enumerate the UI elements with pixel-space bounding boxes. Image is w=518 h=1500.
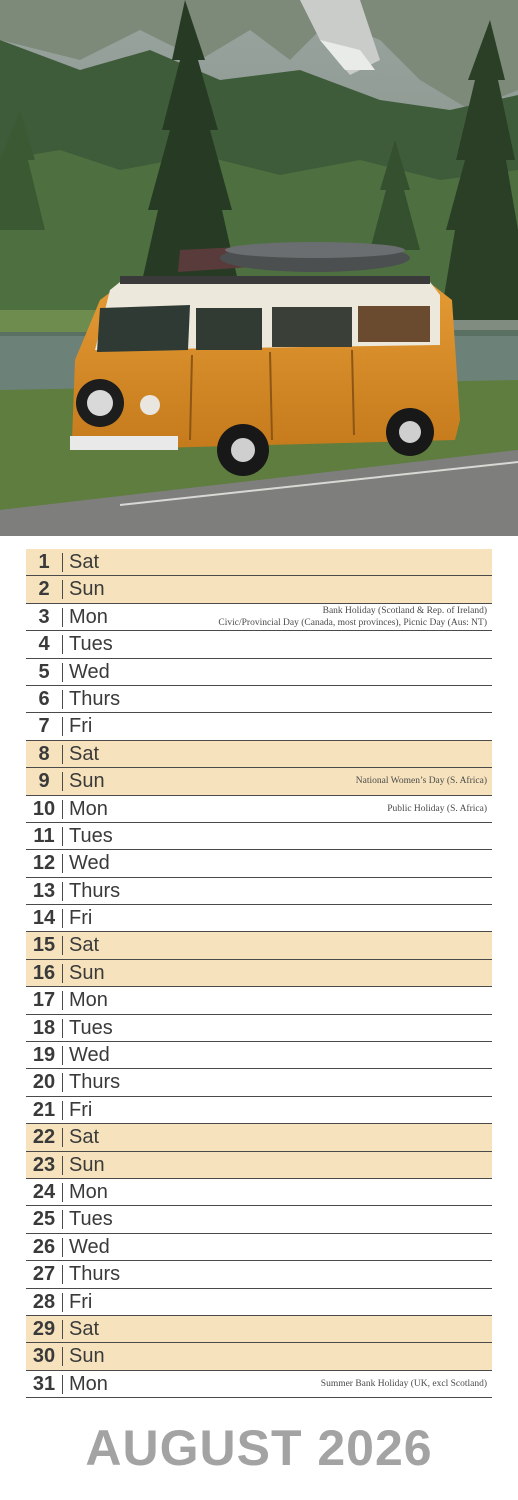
day-number: 17 [32,989,56,1012]
weekday-label: Sun [69,770,105,793]
day-row [26,1152,492,1179]
column-divider [62,827,63,846]
day-number: 29 [32,1317,56,1340]
column-divider [62,936,63,955]
day-number: 10 [32,797,56,820]
day-number: 27 [32,1263,56,1286]
day-row [26,741,492,768]
day-number: 28 [32,1290,56,1313]
weekday-label: Tues [69,633,113,656]
day-row [26,1015,492,1042]
weekday-label: Mon [69,605,108,628]
weekday-label: Fri [69,715,93,738]
day-row [26,960,492,987]
column-divider [62,1156,63,1175]
weekday-label: Thurs [69,1071,121,1094]
weekday-label: Sun [69,961,105,984]
column-divider [62,553,63,572]
weekday-label: Sun [69,578,105,601]
day-row [26,987,492,1014]
column-divider [62,635,63,654]
day-number: 1 [38,551,50,573]
weekday-label: Thurs [69,879,121,902]
weekday-label: Fri [69,1098,93,1121]
weekday-label: Wed [69,1235,110,1258]
day-row [26,1179,492,1206]
holiday-note: Bank Holiday (Scotland & Rep. of Ireland) [322,605,487,616]
column-divider [62,1375,63,1394]
day-number: 6 [38,687,50,710]
holiday-note: National Women’s Day (S. Africa) [355,776,487,787]
header-photo [0,0,518,536]
column-divider [62,1019,63,1038]
camper-van-photo [0,0,518,536]
day-number: 16 [32,961,56,984]
day-row [26,631,492,658]
day-number: 11 [33,824,55,847]
day-row [26,932,492,959]
column-divider [62,1046,63,1065]
column-divider [62,1128,63,1147]
weekday-label: Mon [69,1180,108,1203]
day-number: 30 [32,1345,56,1368]
column-divider [62,882,63,901]
day-row [26,823,492,850]
day-number: 24 [32,1180,56,1203]
day-row [26,1097,492,1124]
holiday-note: Public Holiday (S. Africa) [387,803,487,814]
day-number: 4 [38,633,50,656]
day-row [26,1069,492,1096]
calendar-grid [26,549,492,1398]
day-row [26,1371,492,1398]
column-divider [62,1265,63,1284]
day-row [26,659,492,686]
column-divider [62,580,63,599]
weekday-label: Wed [69,852,110,875]
holiday-notes [387,796,487,822]
day-number: 9 [38,770,50,793]
holiday-notes [218,604,487,630]
column-divider [62,909,63,928]
day-row [26,850,492,877]
day-row [26,1343,492,1370]
column-divider [62,1101,63,1120]
weekday-label: Sat [69,1126,100,1149]
day-row [26,1316,492,1343]
day-row [26,1124,492,1151]
column-divider [62,690,63,709]
day-row [26,768,492,795]
holiday-notes [356,768,487,794]
weekday-label: Mon [69,989,108,1012]
day-number: 19 [32,1044,56,1067]
weekday-label: Sat [69,742,100,765]
holiday-note: Civic/Provincial Day (Canada, most provinces), Picnic Day (Aus: NT) [218,617,487,628]
day-row [26,905,492,932]
weekday-label: Sat [69,934,100,957]
weekday-label: Sun [69,1345,105,1368]
weekday-label: Sat [69,1317,100,1340]
day-number: 25 [32,1208,56,1231]
column-divider [62,717,63,736]
column-divider [62,1073,63,1092]
day-number: 15 [32,934,56,957]
day-number: 23 [32,1153,56,1176]
weekday-label: Tues [69,1208,113,1231]
column-divider [62,745,63,764]
day-row [26,796,492,823]
day-row [26,713,492,740]
column-divider [62,964,63,983]
column-divider [62,1347,63,1366]
day-number: 14 [32,907,56,930]
day-number: 7 [38,715,50,738]
day-row [26,576,492,603]
weekday-label: Wed [69,1044,110,1067]
weekday-label: Fri [69,907,93,930]
weekday-label: Thurs [69,1263,121,1286]
day-row [26,686,492,713]
column-divider [62,1320,63,1339]
day-row [26,549,492,576]
weekday-label: Mon [69,1372,108,1395]
column-divider [62,854,63,873]
day-row [26,604,492,631]
weekday-label: Fri [69,1290,93,1313]
day-number: 18 [32,1016,56,1039]
column-divider [62,663,63,682]
day-row [26,1289,492,1316]
day-number: 12 [32,852,56,875]
weekday-label: Sat [69,551,100,573]
column-divider [62,608,63,627]
column-divider [62,1238,63,1257]
day-number: 13 [32,879,56,902]
day-number: 3 [38,605,50,628]
day-number: 31 [32,1372,56,1395]
day-number: 21 [32,1098,56,1121]
day-number: 5 [38,660,50,683]
day-number: 8 [38,742,50,765]
day-number: 20 [32,1071,56,1094]
weekday-label: Wed [69,660,110,683]
column-divider [62,772,63,791]
day-row [26,1261,492,1288]
day-number: 22 [32,1126,56,1149]
holiday-note: Summer Bank Holiday (UK, excl Scotland) [320,1378,487,1389]
column-divider [62,1183,63,1202]
day-row [26,1234,492,1261]
day-row [26,1042,492,1069]
month-title: AUGUST 2026 [85,1420,433,1476]
weekday-label: Mon [69,797,108,820]
weekday-label: Tues [69,1016,113,1039]
day-row [26,878,492,905]
column-divider [62,800,63,819]
column-divider [62,1293,63,1312]
weekday-label: Sun [69,1153,105,1176]
holiday-notes [321,1371,487,1397]
weekday-label: Thurs [69,687,121,710]
day-row [26,1206,492,1233]
column-divider [62,991,63,1010]
weekday-label: Tues [69,824,113,847]
day-number: 2 [38,578,50,601]
day-number: 26 [32,1235,56,1258]
column-divider [62,1210,63,1229]
